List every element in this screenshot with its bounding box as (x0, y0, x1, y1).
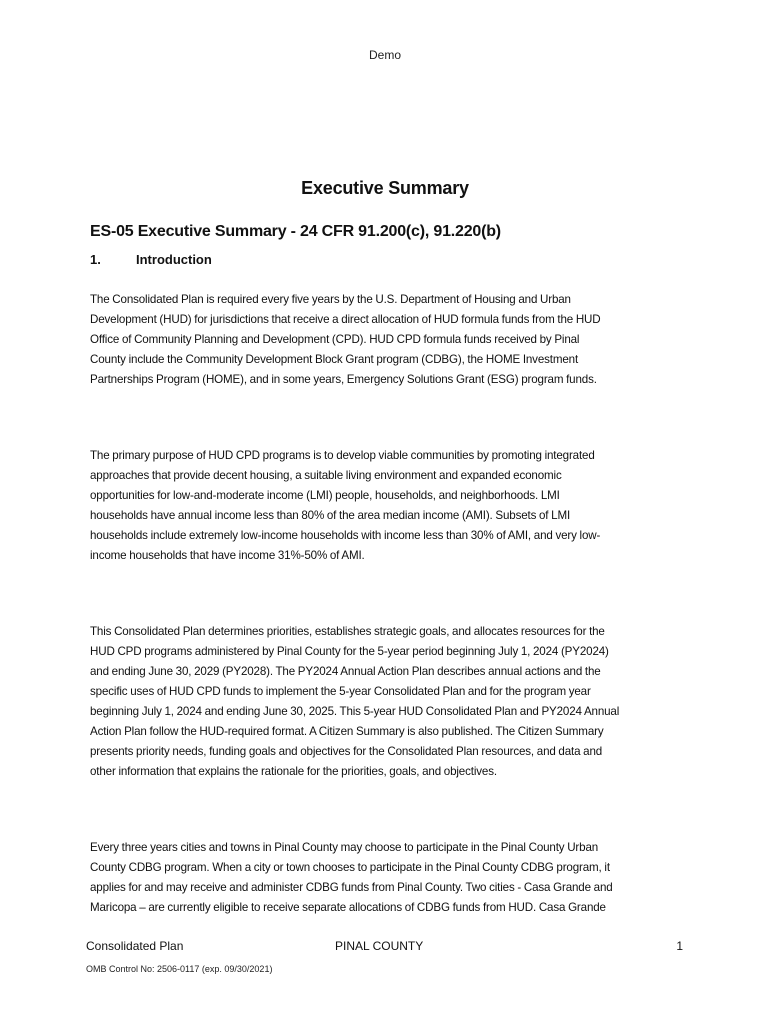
omb-control-number: OMB Control No: 2506-0117 (exp. 09/30/2021) (86, 964, 273, 974)
paragraph-line: Partnerships Program (HOME), and in some years, Emergency Solutions Grant (ESG) program funds. (90, 373, 597, 386)
paragraph-line: County include the Community Development Block Grant program (CDBG), the HOME Investment (90, 353, 579, 366)
paragraph-priorities (90, 622, 680, 782)
paragraph-line: County CDBG program. When a city or town chooses to participate in the Pinal County CDBG program, it (90, 861, 610, 874)
paragraph-line: Action Plan follow the HUD-required format. A Citizen Summary is also published. The Citizen Summary (90, 725, 604, 738)
page-title: Executive Summary (301, 178, 469, 198)
subsection-heading (90, 252, 212, 267)
paragraph-urban-county (90, 838, 680, 918)
subsection-number: 1. (90, 252, 101, 267)
footer-page-number: 1 (676, 939, 683, 953)
paragraph-line: beginning July 1, 2024 and ending June 30, 2025. This 5-year HUD Consolidated Plan and PY2024 Annual (90, 705, 620, 718)
paragraph-line: households include extremely low-income households with income less than 30% of AMI, and very low- (90, 529, 601, 542)
paragraph-line: HUD CPD programs administered by Pinal County for the 5-year period beginning July 1, 2024 (PY2024) (90, 645, 609, 658)
footer-document-name: Consolidated Plan (86, 939, 184, 953)
paragraph-line: households have annual income less than 80% of the area median income (AMI). Subsets of LMI (90, 509, 571, 522)
subsection-label: Introduction (136, 252, 212, 267)
paragraph-line: income households that have income 31%-50% of AMI. (90, 549, 365, 562)
footer-county-name: PINAL COUNTY (335, 939, 424, 953)
paragraph-line: Maricopa – are currently eligible to receive separate allocations of CDBG funds from HUD. Casa Grande (90, 901, 606, 914)
paragraph-line: Development (HUD) for jurisdictions that receive a direct allocation of HUD formula funds from the HUD (90, 313, 601, 326)
paragraph-line: other information that explains the rationale for the priorities, goals, and objectives. (90, 765, 497, 778)
paragraph-primary-purpose (90, 446, 680, 566)
section-heading: ES-05 Executive Summary - 24 CFR 91.200(c), 91.220(b) (90, 223, 501, 240)
paragraph-line: Office of Community Planning and Development (CPD). HUD CPD formula funds received by Pinal (90, 333, 580, 346)
paragraph-line: Every three years cities and towns in Pinal County may choose to participate in the Pinal County Urban (90, 841, 599, 854)
demo-watermark: Demo (368, 48, 401, 62)
paragraph-line: specific uses of HUD CPD funds to implement the 5-year Consolidated Plan and for the program year (90, 685, 591, 698)
paragraph-line: opportunities for low-and-moderate income (LMI) people, households, and neighborhoods. LMI (90, 489, 560, 502)
paragraph-consolidated-plan (90, 290, 680, 390)
paragraph-line: presents priority needs, funding goals and objectives for the Consolidated Plan resources, and data and (90, 745, 603, 758)
paragraph-line: The Consolidated Plan is required every five years by the U.S. Department of Housing and Urban (90, 293, 571, 306)
paragraph-line: applies for and may receive and administer CDBG funds from Pinal County. Two cities - Casa Grande and (90, 881, 613, 894)
paragraph-line: approaches that provide decent housing, a suitable living environment and expanded economic (90, 469, 562, 482)
paragraph-line: The primary purpose of HUD CPD programs is to develop viable communities by promoting integrated (90, 449, 595, 462)
paragraph-line: This Consolidated Plan determines priorities, establishes strategic goals, and allocates resources for the (90, 625, 605, 638)
paragraph-line: and ending June 30, 2029 (PY2028). The PY2024 Annual Action Plan describes annual actions and the (90, 665, 601, 678)
